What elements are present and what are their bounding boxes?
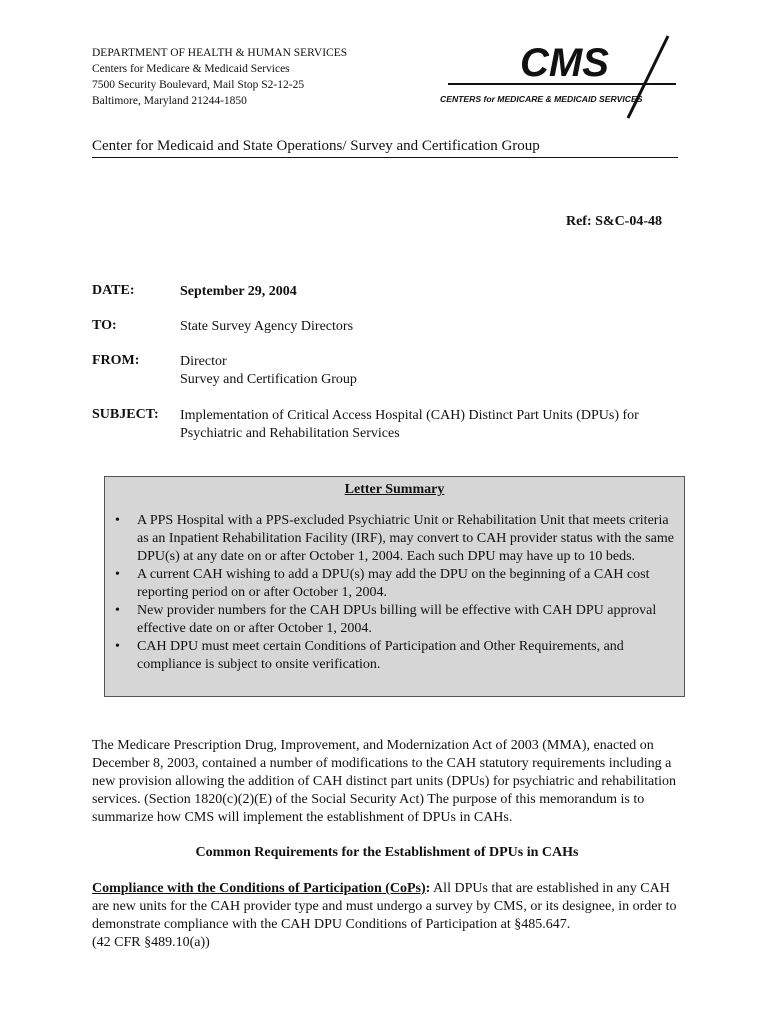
reference-number: Ref: S&C-04-48 <box>565 214 662 229</box>
logo-wordmark: CMS <box>520 41 609 85</box>
subject-line-2: Psychiatric and Rehabilitation Services <box>180 426 400 441</box>
subject-label: SUBJECT: <box>92 407 159 422</box>
summary-bullet: • A current CAH wishing to add a DPU(s) may add the DPU on the beginning of a CAH cost reporting period on or after October 1, 2004. <box>105 566 684 602</box>
cop-label: Compliance with the Conditions of Participation (CoPs) <box>92 881 426 896</box>
logo-tagline: CENTERS for MEDICARE & MEDICAID SERVICES <box>440 94 643 104</box>
summary-bullet: • A PPS Hospital with a PPS-excluded Psychiatric Unit or Rehabilitation Unit that meets criteria as an Inpatient Rehabilitation Facility (IRF), may convert to CAH provider status with the same DPU(s) at any date on or after October 1, 2004. Each such DPU may have up to 10 beds. <box>105 512 684 566</box>
cop-colon: : <box>425 881 431 896</box>
to-value: State Survey Agency Directors <box>180 319 354 334</box>
cop-text: All DPUs that are established in any CAH are new units for the CAH provider type and must undergo a survey by CMS, or its designee, in order to demonstrate compliance with the CAH DPU Conditions of Participation at §485.647. <box>92 881 677 932</box>
summary-bullet: • New provider numbers for the CAH DPUs billing will be effective with CAH DPU approval effective date on or after October 1, 2004. <box>105 602 684 638</box>
address-line: Centers for Medicare & Medicaid Services <box>92 63 290 75</box>
summary-title: Letter Summary <box>344 482 445 497</box>
date-value: September 29, 2004 <box>180 284 297 299</box>
letter-summary-box <box>104 476 685 697</box>
cop-citation: (42 CFR §489.10(a)) <box>92 935 210 950</box>
from-line-1: Director <box>180 354 227 369</box>
summary-bullet: • CAH DPU must meet certain Conditions of Participation and Other Requirements, and compliance is subject to onsite verification. <box>105 638 684 674</box>
section-heading: Common Requirements for the Establishment of DPUs in CAHs <box>195 845 579 860</box>
subject-line-1: Implementation of Critical Access Hospital (CAH) Distinct Part Units (DPUs) for <box>180 408 639 423</box>
summary-list <box>105 512 684 674</box>
logo-slash <box>628 36 668 118</box>
intro-paragraph: The Medicare Prescription Drug, Improvement, and Modernization Act of 2003 (MMA), enacted on December 8, 2003, contained a number of modifications to the CAH statutory requirements including a new provision allowing the addition of CAH distinct part units (DPUs) for psychiatric and rehabilitation services. (Section 1820(c)(2)(E) of the Social Security Act) The purpose of this memorandum is to summarize how CMS will implement the establishment of DPUs in CAHs. <box>92 738 677 825</box>
cms-logo <box>440 34 680 120</box>
address-line: DEPARTMENT OF HEALTH & HUMAN SERVICES <box>92 47 348 59</box>
agency-address <box>92 45 347 109</box>
cop-paragraph <box>92 880 682 952</box>
address-line: Baltimore, Maryland 21244-1850 <box>92 95 247 107</box>
date-label: DATE: <box>92 283 135 298</box>
group-title: Center for Medicaid and State Operations/ Survey and Certification Group <box>92 138 678 158</box>
from-line-2: Survey and Certification Group <box>180 372 357 387</box>
address-line: 7500 Security Boulevard, Mail Stop S2-12-25 <box>92 79 305 91</box>
to-label: TO: <box>92 318 117 333</box>
from-label: FROM: <box>92 353 140 368</box>
